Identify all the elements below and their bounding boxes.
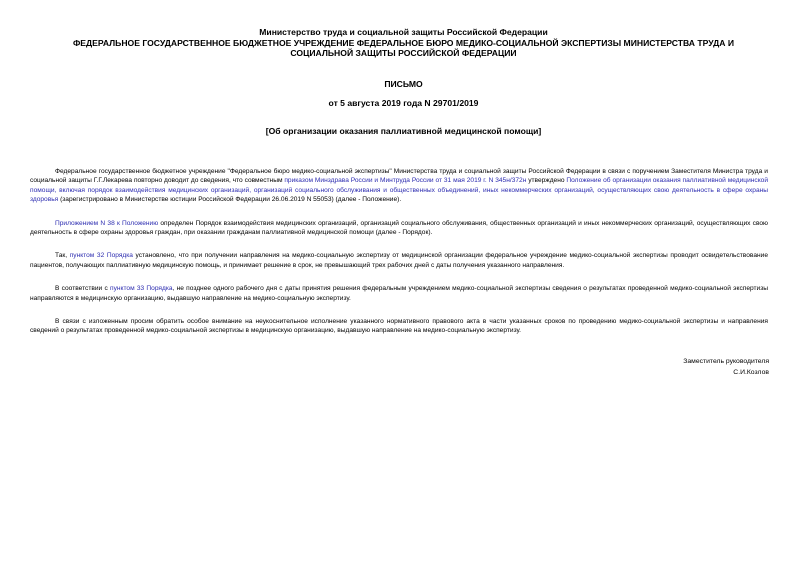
paragraph-4 bbox=[30, 284, 768, 303]
paragraph-1-text-3: (зарегистрировано в Министерстве юстиции Российской Федерации 26.06.2019 N 55053) (далее - Положение). bbox=[58, 196, 402, 204]
signatory-name: С.И.Козлов bbox=[733, 368, 769, 376]
paragraph-3 bbox=[30, 251, 768, 270]
document-date-number: от 5 августа 2019 года N 29701/2019 bbox=[328, 98, 479, 108]
ministry-name: Министерство труда и социальной защиты Российской Федерации bbox=[259, 27, 548, 37]
paragraph-4-text-2: , не позднее одного рабочего дня с даты принятия решения федеральным учреждением медико-социальной экспертизы сведения о результатах проведенной медико-социальной экспертизы направляются в медицинскую организацию, выдавшую направление на медико-социальную экспертизу. bbox=[30, 285, 768, 302]
paragraph-1 bbox=[30, 167, 768, 205]
paragraph-2-text: определен Порядок взаимодействия медицинских организаций, организаций социального обслуживания, общественных организаций и иных некоммерческих организаций, осуществляющих свою деятельность в сфере охраны здоровья граждан, при оказании гражданам паллиативной медицинской помощи (далее - Порядок). bbox=[30, 219, 768, 237]
regulation-link[interactable]: Положение об организации оказания паллиативной медицинской помощи, включая порядок взаимодействия медицинских организаций, организаций социального обслуживания и общественных объединений, иных некоммерческих организаций, осуществляющих свою деятельность в сфере охраны здоровья bbox=[30, 177, 769, 204]
document-body bbox=[30, 167, 768, 350]
clause-32-link[interactable]: пунктом 32 Порядка bbox=[69, 252, 133, 260]
institution-name-line2: СОЦИАЛЬНОЙ ЗАЩИТЫ РОССИЙСКОЙ ФЕДЕРАЦИИ bbox=[290, 48, 517, 59]
clause-33-link[interactable]: пунктом 33 Порядка bbox=[110, 285, 173, 293]
paragraph-5-text: В связи с изложенным просим обратить особое внимание на неукоснительное исполнение указанного нормативного правового акта в части указанных сроков по проведению медико-социальной экспертизы и направления сведений о результатах проведенной медико-социальной экспертизы в медицинскую организацию, выдавшую направление на медико-социальную экспертизу. bbox=[30, 318, 768, 335]
document-subject: [Об организации оказания паллиативной медицинской помощи] bbox=[265, 126, 542, 136]
paragraph-2 bbox=[30, 219, 768, 238]
paragraph-3-text: Так, bbox=[55, 252, 70, 260]
paragraph-1-text-2: утверждено bbox=[526, 177, 567, 185]
signatory-position: Заместитель руководителя bbox=[683, 358, 769, 365]
order-link[interactable]: приказом Минздрава России и Минтруда России от 31 мая 2019 г. N 345н/372н bbox=[284, 177, 527, 185]
signature-block bbox=[683, 357, 769, 378]
document-header bbox=[30, 27, 777, 59]
paragraph-1-text: Федеральное государственное бюджетное учреждение "Федеральное бюро медико-социальной экспертизы" Министерства труда и социальной защиты Российской Федерации в связи с поручением Заместителя Министра труда и социальной защиты Г.Г.Лекарева повторно доводит до сведения, что совместным bbox=[30, 168, 768, 185]
paragraph-5 bbox=[30, 317, 768, 336]
paragraph-3-text-2: установлено, что при получении направления на медико-социальную экспертизу от медицинской организации федеральное учреждение медико-социальной экспертизы проводит освидетельствование пациентов, получающих паллиативную медицинскую помощь, и принимает решение в срок, не превышающий трех рабочих дней с даты получения указанного направления. bbox=[30, 252, 768, 269]
paragraph-4-text: В соответствии с bbox=[55, 285, 110, 293]
appendix-38-link[interactable]: Приложением N 38 к Положению bbox=[55, 219, 159, 227]
document-type: ПИСЬМО bbox=[384, 79, 423, 89]
institution-name-line1: ФЕДЕРАЛЬНОЕ ГОСУДАРСТВЕННОЕ БЮДЖЕТНОЕ УЧРЕЖДЕНИЕ ФЕДЕРАЛЬНОЕ БЮРО МЕДИКО-СОЦИАЛЬНОЙ ЭКСПЕРТИЗЫ МИНИСТЕРСТВА ТРУДА И bbox=[72, 37, 735, 48]
